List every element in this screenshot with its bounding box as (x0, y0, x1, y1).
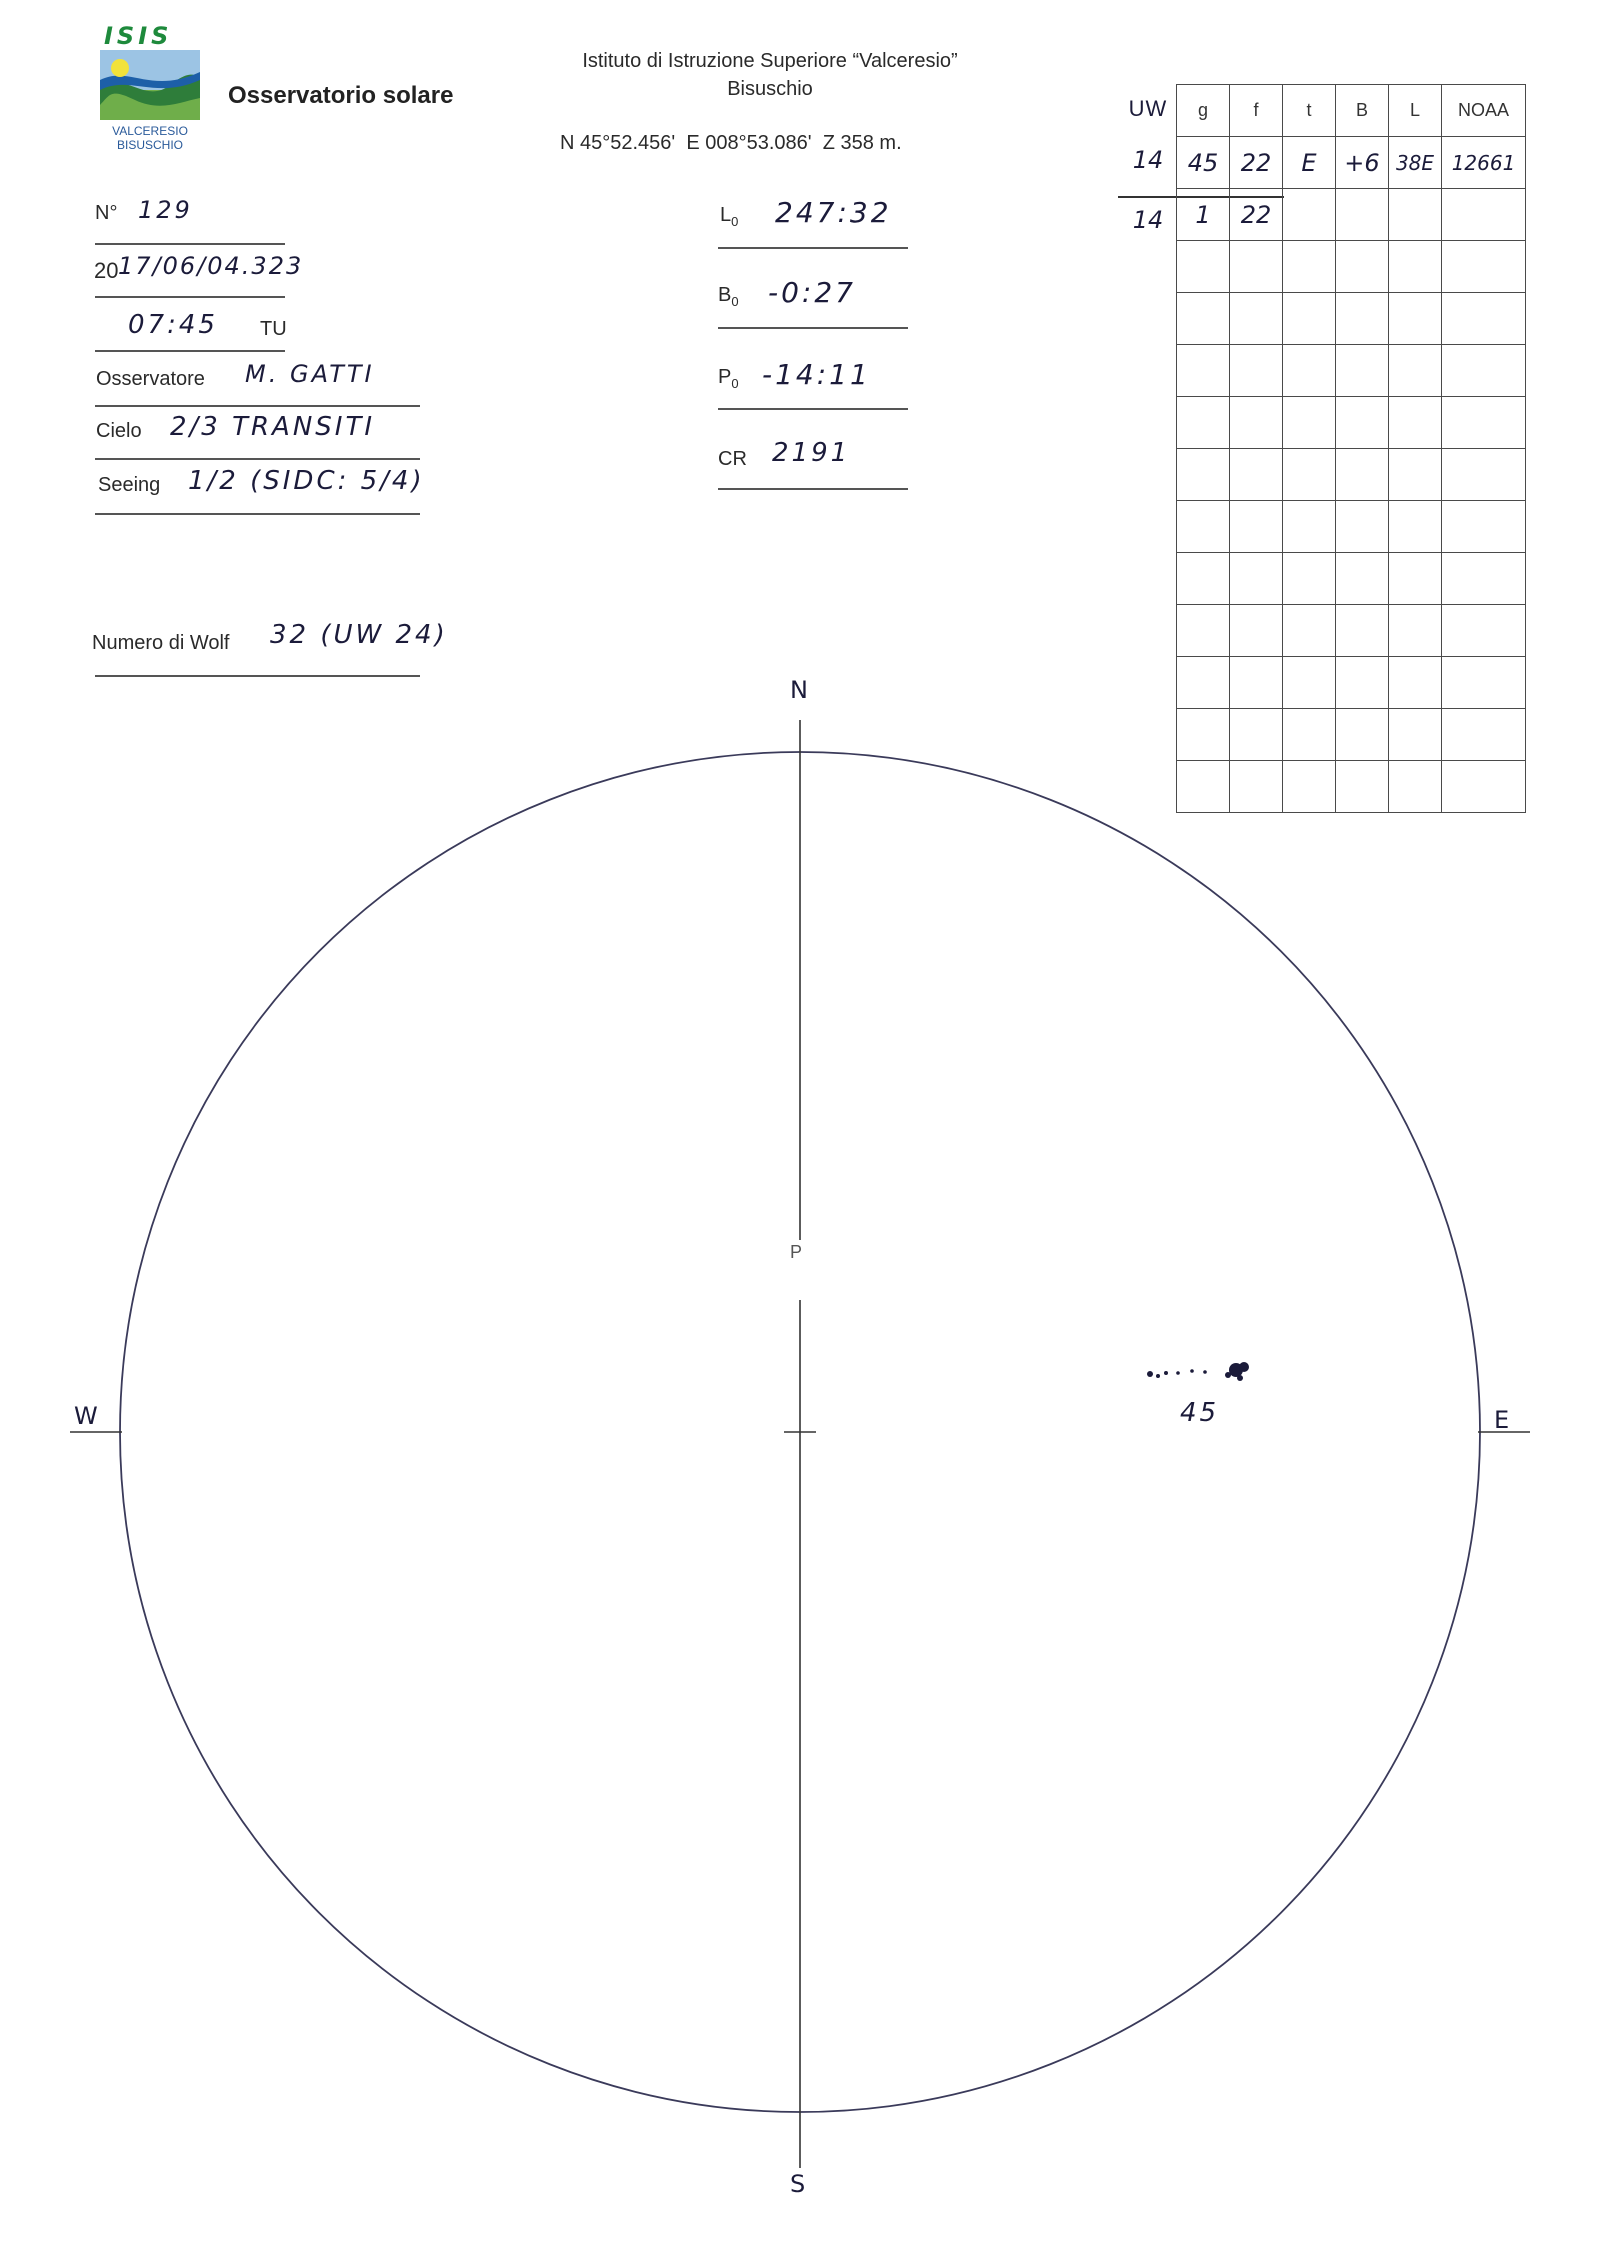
south-label: S (790, 2170, 806, 2198)
north-label: N (790, 676, 808, 704)
cell-b: +6 (1336, 137, 1389, 189)
header-b: B (1336, 85, 1389, 137)
center-marker-label: P (790, 1242, 803, 1262)
sky-value: 2/3 TRANSITI (170, 412, 376, 442)
cell-t: E (1283, 137, 1336, 189)
header-f: f (1230, 85, 1283, 137)
b0-letter: B (718, 284, 732, 306)
header-l: L (1389, 85, 1442, 137)
wolf-value: 32 (UW 24) (270, 620, 448, 650)
institute-name: Istituto di Istruzione Superiore “Valceresio” (582, 50, 958, 72)
institute-town: Bisuschio (727, 78, 813, 100)
p0-value: -14:11 (762, 358, 871, 391)
uw-row2: 14 (1132, 206, 1164, 234)
uw-header: UW (1128, 96, 1168, 121)
cell-l: 38E (1389, 137, 1442, 189)
p0-letter: P (718, 366, 732, 388)
cell-f: 22 (1230, 137, 1283, 189)
west-label: W (74, 1402, 98, 1430)
l0-subscript: 0 (731, 214, 739, 229)
l0-letter: L (720, 204, 732, 226)
cr-value: 2191 (772, 438, 851, 468)
cell-g: 1 (1177, 189, 1230, 241)
seeing-label: Seeing (98, 474, 161, 496)
uw-row1: 14 (1132, 146, 1164, 174)
observatory-coordinates: N 45°52.456' E 008°53.086' Z 358 m. (560, 132, 902, 154)
cell-f: 22 (1230, 189, 1283, 241)
b0-value: -0:27 (768, 276, 856, 309)
observer-label: Osservatore (96, 368, 205, 390)
l0-value: 247:32 (775, 196, 892, 229)
seeing-value: 1/2 (SIDC: 5/4) (188, 466, 425, 496)
logo-subtitle-1: VALCERESIO (112, 124, 188, 138)
cell-noaa: 12661 (1442, 137, 1526, 189)
b0-subscript: 0 (731, 294, 739, 309)
number-value: 129 (138, 196, 193, 224)
number-label: N° (95, 202, 118, 224)
logo-subtitle-2: BISUSCHIO (116, 138, 183, 152)
wolf-label: Numero di Wolf (92, 632, 230, 654)
p0-subscript: 0 (731, 376, 739, 391)
east-label: E (1494, 1406, 1510, 1434)
logo-wordmark: ISIS (104, 22, 173, 50)
header-t: t (1283, 85, 1336, 137)
time-unit: TU (260, 318, 287, 340)
sunspot-group (1147, 1362, 1249, 1381)
observer-value: M. GATTI (245, 360, 375, 388)
group-number-label: 45 (1180, 1398, 1220, 1428)
header-g: g (1177, 85, 1230, 137)
cr-label: CR (718, 448, 747, 470)
sky-label: Cielo (96, 420, 142, 442)
date-prefix: 20 (94, 258, 119, 283)
observatory-title: Osservatorio solare (228, 82, 454, 109)
cell-g: 45 (1177, 137, 1230, 189)
date-value: 17/06/04.323 (118, 252, 304, 280)
header-noaa: NOAA (1442, 85, 1526, 137)
time-value: 07:45 (128, 310, 218, 340)
